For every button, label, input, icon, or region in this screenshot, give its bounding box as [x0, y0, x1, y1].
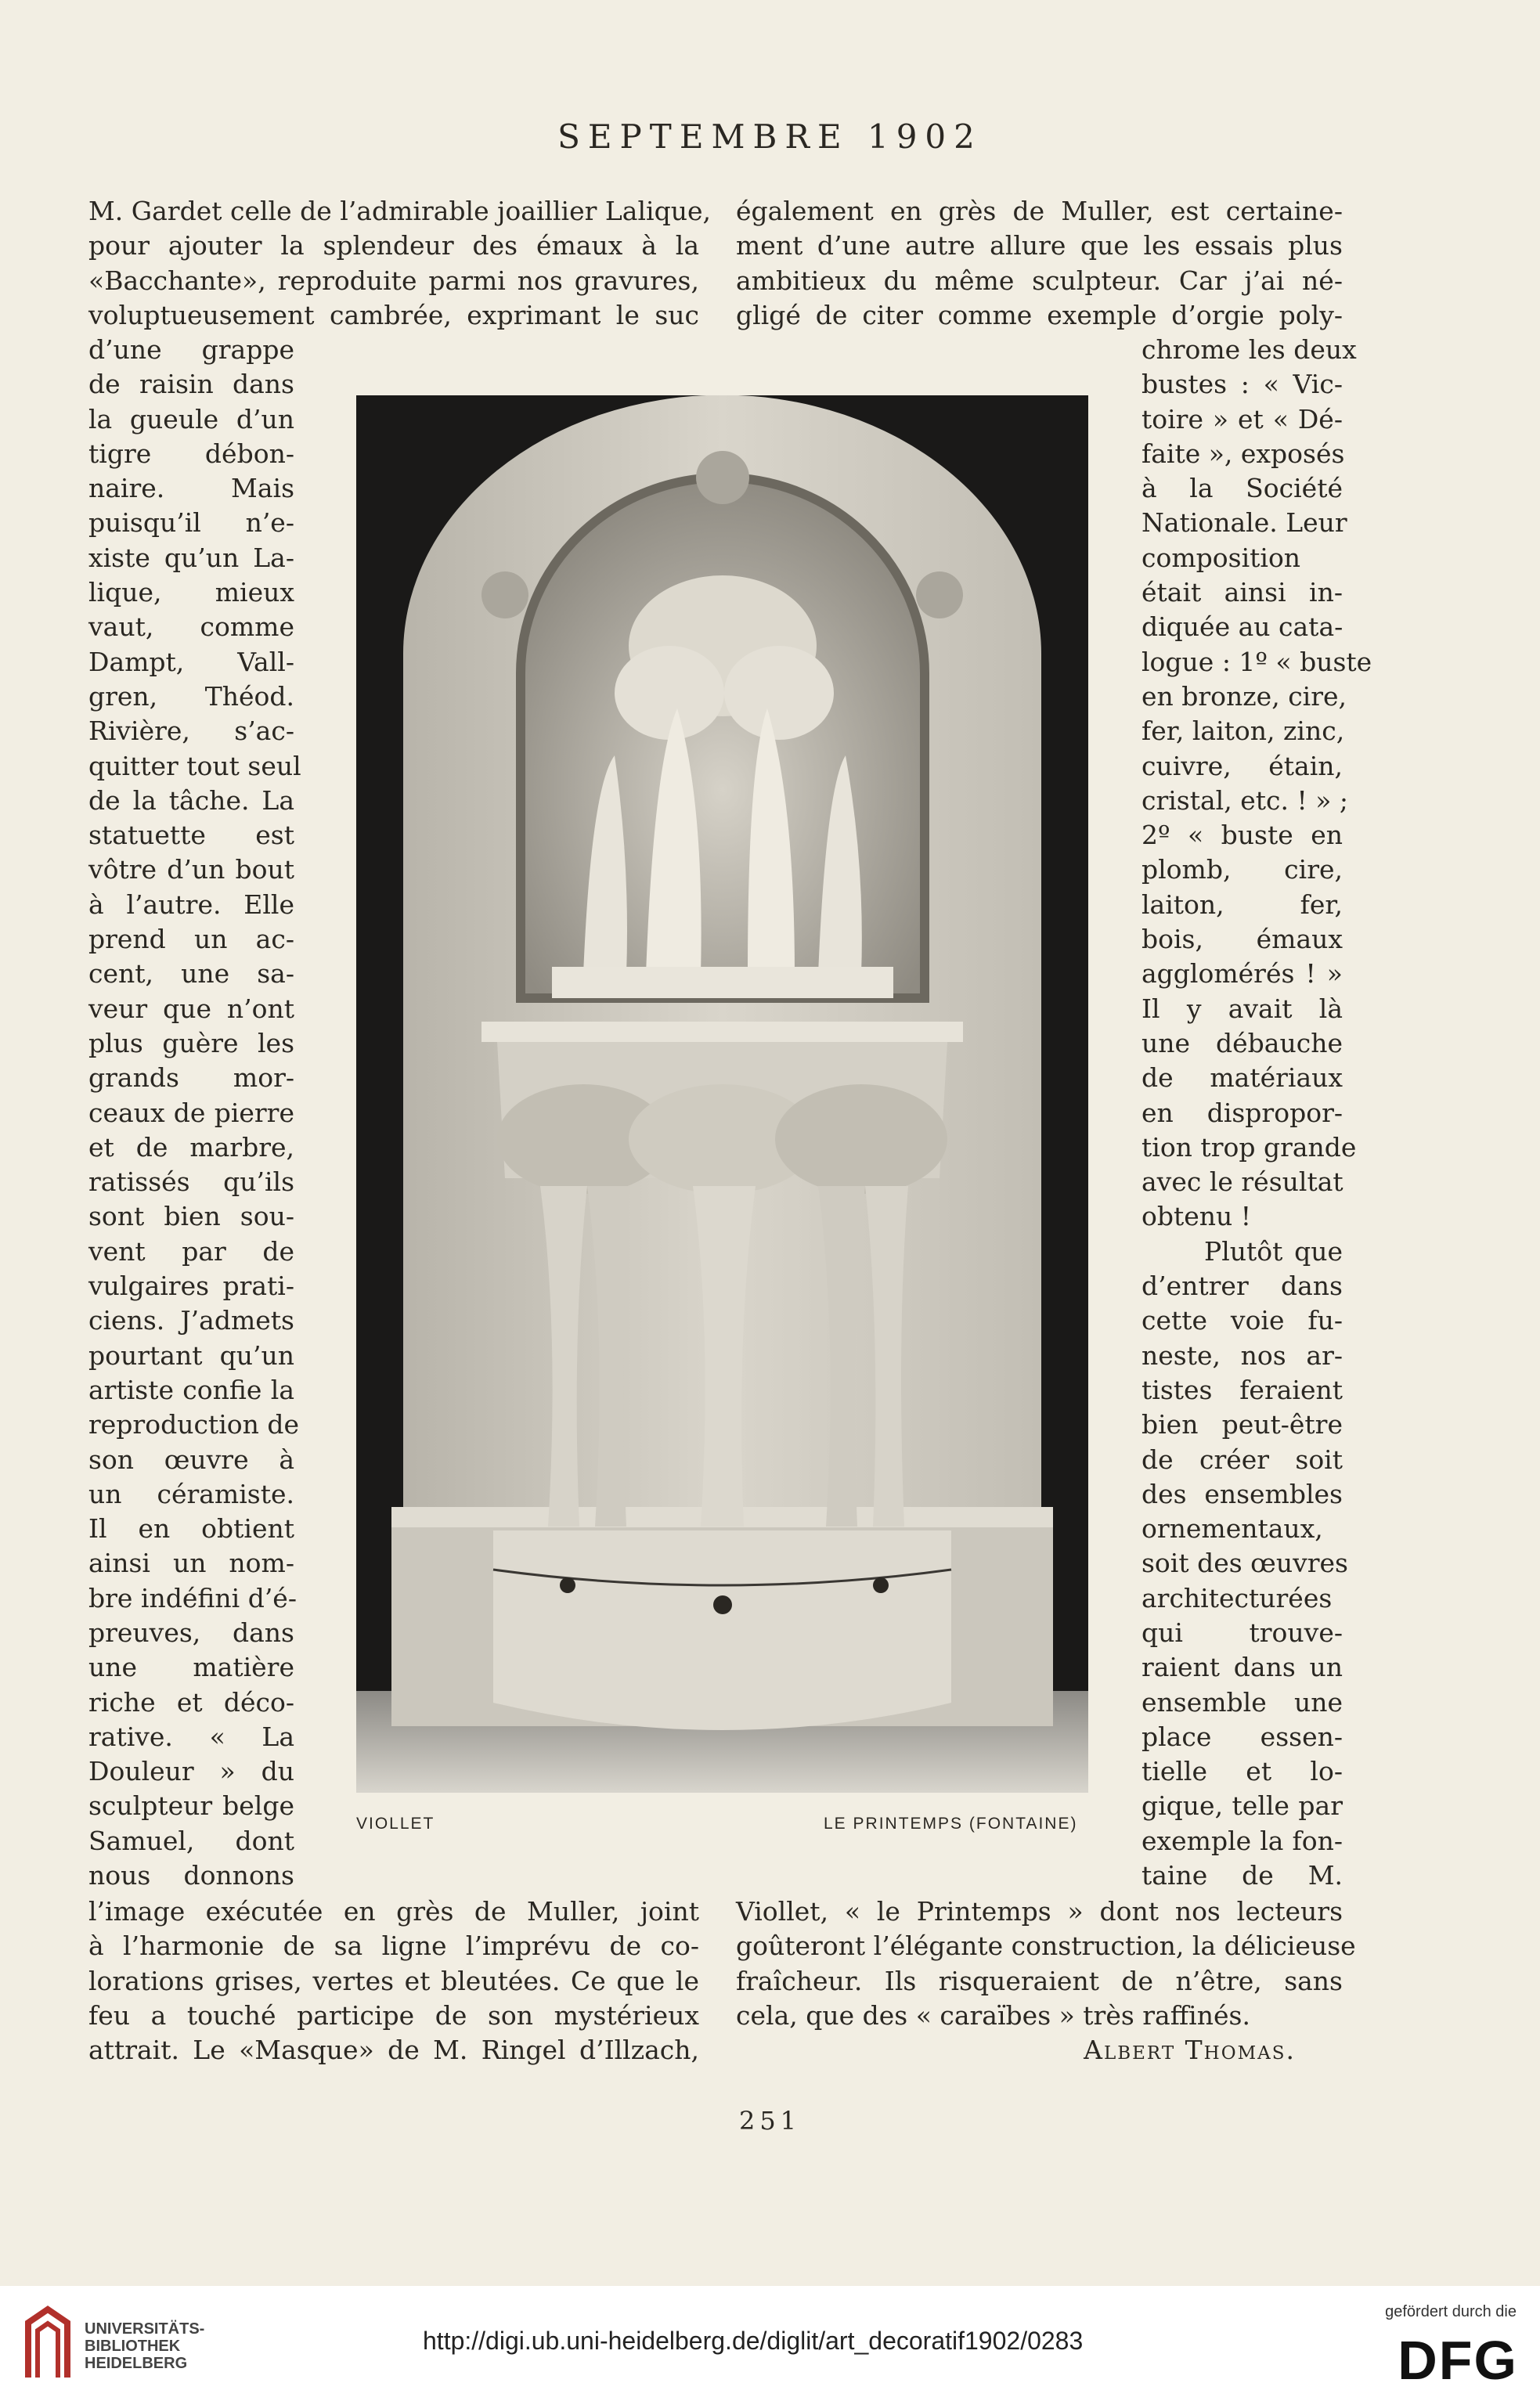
- text-line: taine de M.: [1141, 1860, 1343, 1891]
- library-name-line-2: BIBLIOTHEK: [85, 2338, 181, 2355]
- text-line: M. Gardet celle de l’admirable joaillier Lalique,: [88, 196, 711, 226]
- text-line: exemple la fon-: [1141, 1825, 1343, 1856]
- text-line: lique, mieux: [88, 577, 294, 608]
- text-line: bustes : « Vic-: [1141, 369, 1343, 400]
- ub-heidelberg-logo-icon: [20, 2303, 75, 2381]
- text-line: vaut, comme: [88, 611, 294, 643]
- text-line: bois, émaux: [1141, 924, 1343, 955]
- text-line: tion trop grande: [1141, 1131, 1357, 1163]
- text-line: plus guère les: [88, 1027, 294, 1058]
- left-column-narrow: [88, 333, 301, 1893]
- text-line: artiste confie la: [88, 1374, 294, 1405]
- text-line: veur que n’ont: [88, 993, 294, 1024]
- digitization-footer: [0, 2286, 1540, 2401]
- text-line: tigre débon-: [88, 438, 294, 469]
- right-column-narrow: [1141, 333, 1372, 1893]
- text-line: en dispropor-: [1141, 1097, 1343, 1128]
- text-line: ornementaux,: [1141, 1513, 1323, 1545]
- text-line: Il y avait là: [1141, 993, 1343, 1024]
- text-line: bre indéfini d’é-: [88, 1582, 297, 1613]
- text-line: ment d’une autre allure que les essais plus: [736, 230, 1343, 261]
- permalink-url[interactable]: http://digi.ub.uni-heidelberg.de/diglit/art_decoratif1902/0283: [423, 2327, 1084, 2355]
- text-line: prend un ac-: [88, 924, 294, 955]
- text-line: reproduction de: [88, 1409, 300, 1440]
- text-line: une matière: [88, 1652, 294, 1683]
- text-line: ceaux de pierre: [88, 1097, 294, 1128]
- text-line: cette voie fu-: [1141, 1305, 1343, 1336]
- text-line: nous donnons: [88, 1860, 294, 1891]
- text-line: vôtre d’un bout: [88, 854, 294, 885]
- text-line: tistes feraient: [1141, 1374, 1343, 1405]
- text-line: bien peut-être: [1141, 1409, 1343, 1440]
- text-line: tielle et lo-: [1141, 1756, 1343, 1787]
- text-line: chrome les deux: [1141, 334, 1357, 365]
- fountain-illustration: [356, 395, 1088, 1793]
- text-line: de matériaux: [1141, 1062, 1343, 1094]
- text-line: d’une grappe: [88, 334, 294, 365]
- text-line: laiton, fer,: [1141, 889, 1343, 920]
- text-line: gligé de citer comme exemple d’orgie poly-: [736, 299, 1343, 330]
- text-line: plomb, cire,: [1141, 854, 1343, 885]
- text-line: cristal, etc. ! » ;: [1141, 784, 1349, 816]
- text-line: également en grès de Muller, est certaine-: [736, 196, 1343, 226]
- text-line: vent par de: [88, 1235, 294, 1267]
- text-line: cent, une sa-: [88, 958, 294, 990]
- text-line: puisqu’il n’e-: [88, 507, 294, 539]
- library-name: [85, 2320, 204, 2372]
- left-column-top: [88, 194, 711, 333]
- text-line: cuivre, étain,: [1141, 750, 1343, 781]
- right-column-top: [736, 194, 1343, 333]
- text-line: fer, laiton, zinc,: [1141, 716, 1345, 747]
- text-line: à la Société: [1141, 473, 1343, 504]
- text-line: à l’harmonie de sa ligne l’imprévu de co-: [88, 1931, 699, 1962]
- text-line: agglomérés ! »: [1141, 958, 1343, 990]
- text-line: de créer soit: [1141, 1444, 1343, 1475]
- text-line: ensemble une: [1141, 1686, 1343, 1718]
- text-line: avec le résultat: [1141, 1166, 1343, 1198]
- running-header: SEPTEMBRE 1902: [557, 117, 983, 156]
- text-line: l’image exécutée en grès de Muller, joint: [88, 1896, 699, 1927]
- text-line: Douleur » du: [88, 1756, 294, 1787]
- text-line: ciens. J’admets: [88, 1305, 294, 1336]
- text-line: son œuvre à: [88, 1444, 294, 1475]
- text-line: quitter tout seul: [88, 750, 301, 781]
- text-line: cela, que des « caraïbes » très raffinés.: [736, 1999, 1250, 2031]
- text-line: la gueule d’un: [88, 403, 294, 434]
- text-line: Samuel, dont: [88, 1825, 294, 1856]
- author-signature: Albert Thomas.: [1084, 2035, 1296, 2066]
- text-line: gren, Théod.: [88, 680, 294, 712]
- text-line: Il en obtient: [88, 1513, 294, 1545]
- text-line: place essen-: [1141, 1721, 1343, 1752]
- text-line: vulgaires prati-: [88, 1271, 294, 1302]
- text-line: logue : 1º « buste: [1141, 646, 1372, 677]
- text-line: d’entrer dans: [1141, 1271, 1343, 1302]
- text-line: ambitieux du même sculpteur. Car j’ai né-: [736, 265, 1343, 296]
- text-line: Dampt, Vall-: [88, 646, 294, 677]
- text-line: de raisin dans: [88, 369, 294, 400]
- text-line: Rivière, s’ac-: [88, 716, 294, 747]
- text-line: toire » et « Dé-: [1141, 403, 1343, 434]
- text-line: sculpteur belge: [88, 1790, 294, 1822]
- figure-caption-right: LE PRINTEMPS (FONTAINE): [824, 1815, 1078, 1833]
- text-line: et de marbre,: [88, 1131, 294, 1163]
- text-line: ratissés qu’ils: [88, 1166, 294, 1198]
- text-line: neste, nos ar-: [1141, 1339, 1343, 1371]
- funding-note: gefördert durch die: [1385, 2303, 1517, 2320]
- text-line: un céramiste.: [88, 1478, 294, 1509]
- text-line: statuette est: [88, 820, 294, 851]
- text-line: de la tâche. La: [88, 784, 294, 816]
- text-line: composition: [1141, 542, 1301, 573]
- text-line: fraîcheur. Ils risqueraient de n’être, sans: [736, 1965, 1343, 1996]
- figure-caption-left: VIOLLET: [356, 1815, 435, 1833]
- text-line: xiste qu’un La-: [88, 542, 294, 573]
- text-line: ainsi un nom-: [88, 1548, 294, 1579]
- text-line: Plutôt que: [1204, 1235, 1343, 1267]
- text-line: goûteront l’élégante construction, la délicieuse: [736, 1931, 1356, 1962]
- text-line: en bronze, cire,: [1141, 680, 1347, 712]
- text-line: gique, telle par: [1141, 1790, 1343, 1822]
- text-line: Viollet, « le Printemps » dont nos lecteurs: [736, 1896, 1343, 1927]
- text-line: des ensembles: [1141, 1478, 1343, 1509]
- text-line: feu a touché participe de son mystérieux: [88, 1999, 699, 2031]
- text-line: faite », exposés: [1141, 438, 1345, 469]
- text-line: soit des œuvres: [1141, 1548, 1348, 1579]
- text-line: rative. « La: [88, 1721, 294, 1752]
- library-name-line-1: UNIVERSITÄTS-: [85, 2320, 205, 2338]
- text-line: obtenu !: [1141, 1201, 1252, 1232]
- text-line: diquée au cata-: [1141, 611, 1343, 643]
- text-line: «Bacchante», reproduite parmi nos gravures,: [88, 265, 699, 296]
- left-column-bottom: [88, 1894, 699, 2068]
- text-line: naire. Mais: [88, 473, 294, 504]
- text-line: pour ajouter la splendeur des émaux à la: [88, 230, 699, 261]
- text-line: pourtant qu’un: [88, 1339, 294, 1371]
- library-name-line-3: HEIDELBERG: [85, 2355, 188, 2372]
- right-column-bottom: [736, 1894, 1356, 2068]
- text-line: qui trouve-: [1141, 1617, 1343, 1648]
- text-line: 2º « buste en: [1141, 820, 1343, 851]
- text-line: à l’autre. Elle: [88, 889, 294, 920]
- text-line: architecturées: [1141, 1582, 1333, 1613]
- text-line: grands mor-: [88, 1062, 294, 1094]
- page-number: 251: [738, 2106, 802, 2136]
- text-line: sont bien sou-: [88, 1201, 294, 1232]
- text-line: riche et déco-: [88, 1686, 294, 1718]
- text-line: une débauche: [1141, 1027, 1343, 1058]
- dfg-logo-icon: DFG: [1398, 2330, 1518, 2391]
- text-line: était ainsi in-: [1141, 577, 1343, 608]
- text-line: Nationale. Leur: [1141, 507, 1347, 539]
- fountain-photograph: [356, 395, 1088, 1793]
- text-line: attrait. Le «Masque» de M. Ringel d’Illzach,: [88, 2035, 699, 2066]
- text-line: voluptueusement cambrée, exprimant le suc: [88, 299, 699, 330]
- text-line: raient dans un: [1141, 1652, 1343, 1683]
- text-line: preuves, dans: [88, 1617, 294, 1648]
- text-line: lorations grises, vertes et bleutées. Ce que le: [88, 1965, 699, 1996]
